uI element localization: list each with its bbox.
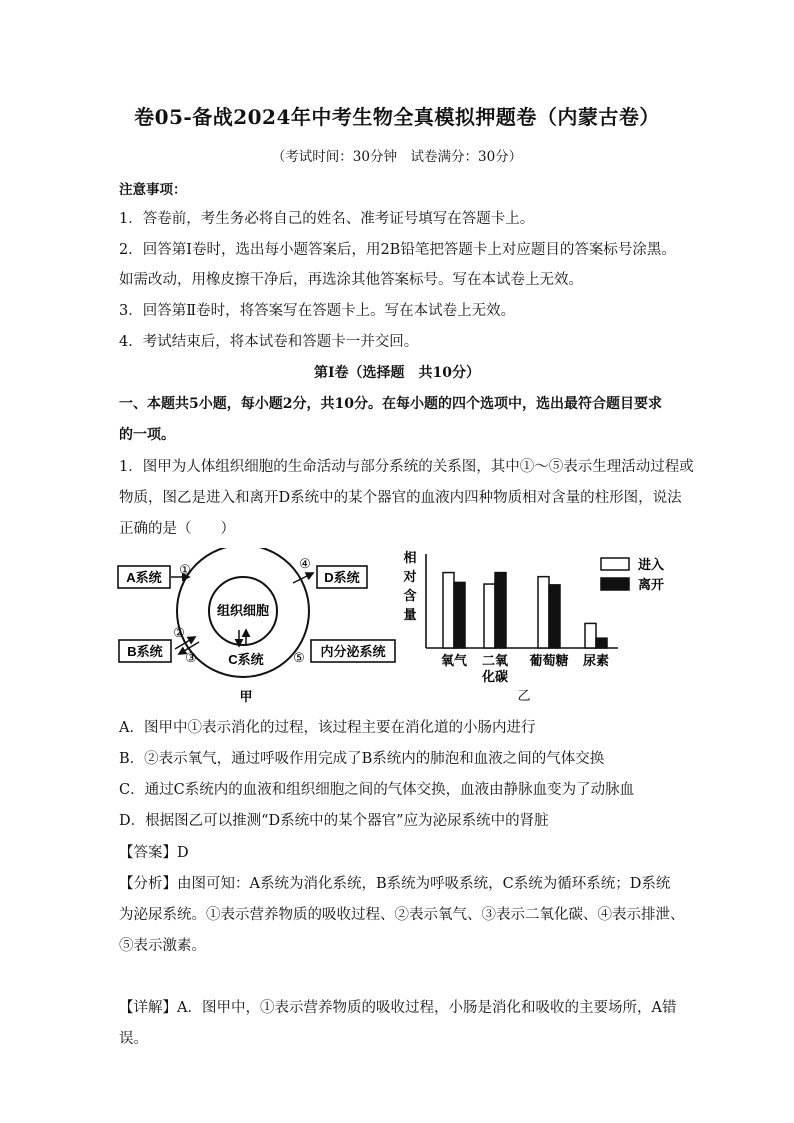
section-intro: 的一项。 — [119, 427, 175, 443]
answer: 【答案】D — [119, 845, 189, 861]
x-tick-label: 化碳 — [481, 669, 509, 684]
bar-out-1 — [495, 573, 506, 648]
tissue-cell-label: 组织细胞 — [216, 603, 270, 618]
bar-in-2 — [538, 577, 549, 648]
box-b-label: B系统 — [127, 644, 163, 659]
bar-in-0 — [443, 573, 454, 648]
notice-line: 2．回答第Ⅰ卷时，选出每小题答案后，用2B铅笔把答题卡上对应题目的答案标号涂黑。 — [119, 242, 676, 258]
system-c-label: C系统 — [228, 652, 264, 667]
bar-out-3 — [596, 638, 607, 648]
marker-1: ① — [179, 563, 191, 578]
y-axis-label-char: 量 — [403, 607, 417, 622]
y-axis-label-char: 相 — [403, 550, 417, 565]
marker-5: ⑤ — [293, 651, 305, 666]
x-tick-label: 葡萄糖 — [529, 653, 569, 668]
figure-jia-caption: 甲 — [239, 690, 253, 705]
analysis-line: 为泌尿系统。①表示营养物质的吸收过程、②表示氧气、③表示二氧化碳、④表示排泄、 — [119, 907, 685, 923]
question-stem: 1．图甲为人体组织细胞的生命活动与部分系统的关系图，其中①～⑤表示生理活动过程或 — [119, 459, 694, 475]
option-a: A．图甲中①表示消化的过程，该过程主要在消化道的小肠内进行 — [119, 720, 536, 736]
question-stem: 物质，图乙是进入和离开D系统中的某个器官的血液内四种物质相对含量的柱形图，说法 — [119, 490, 682, 506]
marker-2: ② — [173, 626, 185, 641]
box-a-label: A系统 — [126, 570, 162, 585]
question-figures — [113, 548, 683, 708]
section-title: 第Ⅰ卷（选择题 共10分） — [313, 365, 481, 381]
option-c: C．通过C系统内的血液和组织细胞之间的气体交换，血液由静脉血变为了动脉血 — [119, 782, 635, 798]
option-b: B．②表示氧气，通过呼吸作用完成了B系统内的肺泡和血液之间的气体交换 — [119, 751, 605, 767]
question-stem: 正确的是（ ） — [119, 521, 235, 537]
marker-4: ④ — [299, 557, 311, 572]
marker-3: ③ — [185, 651, 197, 666]
legend-swatch — [601, 558, 629, 570]
notice-line: 4．考试结束后，将本试卷和答题卡一并交回。 — [119, 334, 419, 350]
analysis-line: 【分析】由图可知：A系统为消化系统，B系统为呼吸系统，C系统为循环系统；D系统 — [119, 876, 671, 892]
x-tick-label: 尿素 — [582, 653, 610, 668]
notice-heading: 注意事项： — [119, 182, 187, 198]
detail-line: 【详解】A．图甲中，①表示营养物质的吸收过程，小肠是消化和吸收的主要场所，A错 — [119, 1000, 677, 1016]
legend-label: 离开 — [638, 577, 665, 592]
option-d: D．根据图乙可以推测“D系统中的某个器官”应为泌尿系统中的肾脏 — [119, 813, 549, 829]
bar-in-3 — [585, 623, 596, 648]
bar-out-0 — [454, 582, 465, 648]
section-intro: 一、本题共5小题，每小题2分，共10分。在每小题的四个选项中，选出最符合题目要求 — [119, 396, 662, 412]
exam-info: （考试时间：30分钟 试卷满分：30分） — [271, 149, 523, 165]
legend-label: 进入 — [638, 557, 665, 572]
analysis-line: ⑤表示激素。 — [119, 938, 206, 954]
notice-line: 3．回答第Ⅱ卷时，将答案写在答题卡上。写在本试卷上无效。 — [119, 303, 516, 319]
notice-line: 1．答卷前，考生务必将自己的姓名、准考证号填写在答题卡上。 — [119, 211, 535, 227]
y-axis-label — [402, 550, 416, 622]
figure-yi-caption: 乙 — [517, 689, 531, 704]
notice-line: 如需改动，用橡皮擦干净后，再选涂其他答案标号。写在本试卷上无效。 — [119, 272, 583, 288]
x-tick-label: 氧气 — [440, 653, 468, 668]
y-axis-label-char: 对 — [403, 569, 417, 584]
box-endocrine-label: 内分泌系统 — [320, 644, 386, 659]
diagram-jia — [118, 548, 395, 705]
bar-in-1 — [484, 584, 495, 648]
box-d-label: D系统 — [324, 570, 360, 585]
y-axis-label-char: 含 — [403, 588, 417, 603]
chart-yi — [402, 550, 664, 704]
legend-swatch — [601, 578, 629, 590]
bar-out-2 — [549, 585, 560, 648]
page-title: 卷05-备战2024年中考生物全真模拟押题卷（内蒙古卷） — [134, 105, 660, 129]
x-tick-label: 二氧 — [481, 653, 509, 668]
detail-line: 误。 — [119, 1031, 148, 1047]
